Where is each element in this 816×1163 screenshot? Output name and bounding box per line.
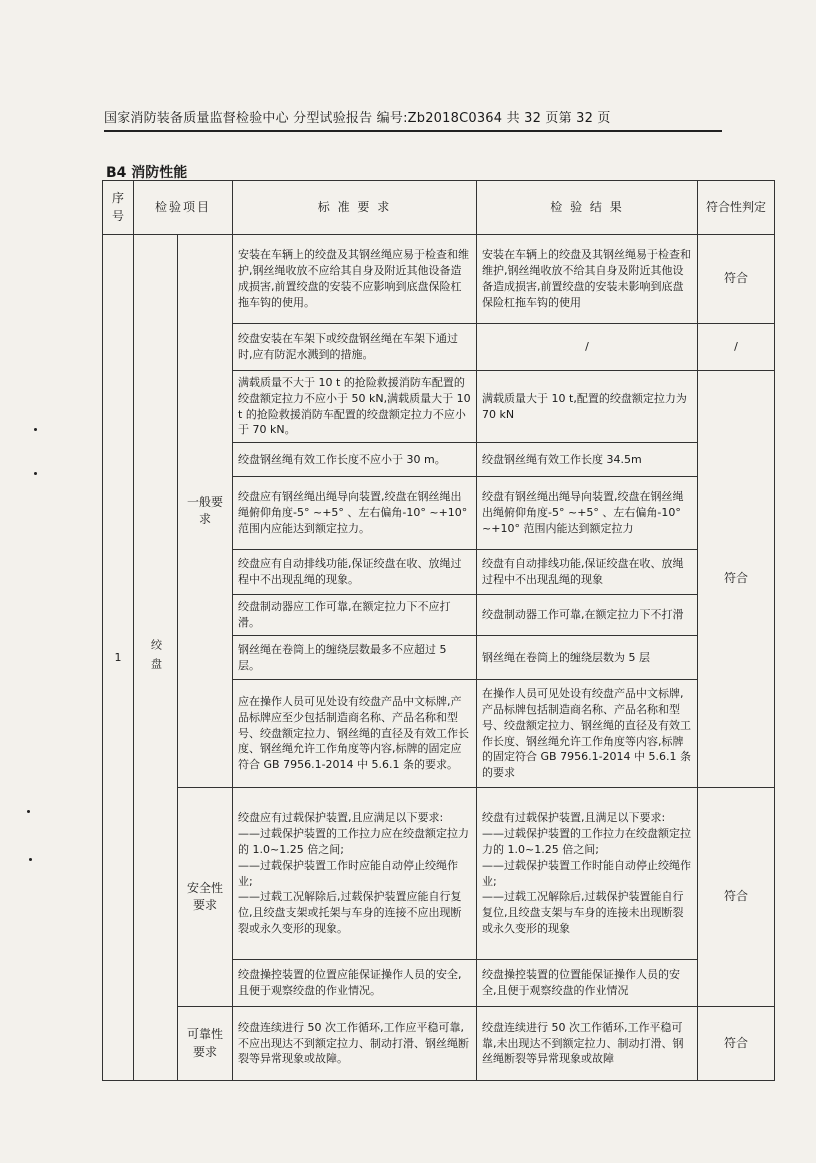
requirement-line: ——过载工况解除后,过载保护装置应能自行复位,且绞盘支架或托架与车身的连接不应出现断裂或永久变形的现象。 <box>238 890 462 936</box>
result-cell: 绞盘连续进行 50 次工作循环,工作平稳可靠,未出现达不到额定拉力、制动打滑、钢丝绳断裂等异常现象或故障 <box>477 1007 698 1081</box>
result-cell: 绞盘有钢丝绳出绳导向装置,绞盘在钢丝绳出绳俯仰角度-5° ~+5° 、左右偏角-10° ~+10° 范围内能达到额定拉力 <box>477 477 698 550</box>
requirement-cell: 绞盘应有自动排线功能,保证绞盘在收、放绳过程中不出现乱绳的现象。 <box>233 550 477 595</box>
requirement-cell: 绞盘安装在车架下或绞盘钢丝绳在车架下通过时,应有防泥水溅到的措施。 <box>233 324 477 371</box>
col-header-requirement: 标 准 要 求 <box>233 181 477 235</box>
col-header-item: 检验项目 <box>134 181 233 235</box>
requirement-cell: 绞盘连续进行 50 次工作循环,工作应平稳可靠,不应出现达不到额定拉力、制动打滑、钢丝绳断裂等异常现象或故障。 <box>233 1007 477 1081</box>
verdict-general: 符合 <box>698 371 775 788</box>
requirement-cell: 绞盘制动器应工作可靠,在额定拉力下不应打滑。 <box>233 595 477 636</box>
requirement-cell: 安装在车辆上的绞盘及其钢丝绳应易于检查和维护,钢丝绳收放不应给其自身及附近其他设备造成损害,前置绞盘的安装不应影响到底盘保险杠拖车钩的使用。 <box>233 235 477 324</box>
table-row <box>103 1007 775 1081</box>
requirement-cell: 满载质量不大于 10 t 的抢险救援消防车配置的绞盘额定拉力不应小于 50 kN,满载质量大于 10 t 的抢险救援消防车配置的绞盘额定拉力不应小于 70 kN。 <box>233 371 477 443</box>
verdict-reliability: 符合 <box>698 1007 775 1081</box>
report-header: 国家消防装备质量监督检验中心 分型试验报告 编号:Zb2018C0364 共 32 页第 32 页 <box>104 111 611 126</box>
result-cell: 绞盘制动器工作可靠,在额定拉力下不打滑 <box>477 595 698 636</box>
result-cell <box>477 788 698 960</box>
result-cell: / <box>477 324 698 371</box>
result-cell: 安装在车辆上的绞盘及其钢丝绳易于检查和维护,钢丝绳收放不给其自身及附近其他设备造成损害,前置绞盘的安装未影响到底盘保险杠拖车钩的使用 <box>477 235 698 324</box>
result-line: ——过载保护装置工作时能自动停止绞绳作业; <box>482 858 692 888</box>
scan-speck <box>29 858 32 861</box>
requirement-cell: 钢丝绳在卷筒上的缠绕层数最多不应超过 5 层。 <box>233 636 477 680</box>
item-name: 绞盘 <box>134 235 178 1081</box>
requirement-cell: 绞盘操控装置的位置应能保证操作人员的安全,且便于观察绞盘的作业情况。 <box>233 960 477 1007</box>
col-header-result: 检 验 结 果 <box>477 181 698 235</box>
verdict-cell: / <box>698 324 775 371</box>
result-cell: 绞盘操控装置的位置能保证操作人员的安全,且便于观察绞盘的作业情况 <box>477 960 698 1007</box>
row-number: 1 <box>103 235 134 1081</box>
table-row <box>103 788 775 960</box>
section-title: B4 消防性能 <box>106 165 188 181</box>
col-header-no: 序号 <box>103 181 134 235</box>
group-safety: 安全性要求 <box>178 788 233 1007</box>
inspection-table <box>102 180 775 1081</box>
verdict-safety: 符合 <box>698 788 775 1007</box>
scan-speck <box>34 472 37 475</box>
result-cell: 在操作人员可见处设有绞盘产品中文标牌,产品标牌包括制造商名称、产品名称和型号、绞盘额定拉力、钢丝绳的直径及有效工作长度、钢丝绳允许工作角度等内容,标牌的固定符合 GB 7956.1-2014 中 5.6.1 条的要求 <box>477 680 698 788</box>
scan-speck <box>27 810 30 813</box>
requirement-line: ——过载保护装置工作时应能自动停止绞绳作业; <box>238 858 459 888</box>
verdict-cell: 符合 <box>698 235 775 324</box>
requirement-cell: 应在操作人员可见处设有绞盘产品中文标牌,产品标牌应至少包括制造商名称、产品名称和型号、绞盘额定拉力、钢丝绳的直径及有效工作长度、钢丝绳允许工作角度等内容,标牌的固定应符合 GB 7956.1-2014 中 5.6.1 条的要求。 <box>233 680 477 788</box>
result-cell: 满载质量大于 10 t,配置的绞盘额定拉力为 70 kN <box>477 371 698 443</box>
result-cell: 绞盘钢丝绳有效工作长度 34.5m <box>477 443 698 477</box>
group-reliability: 可靠性要求 <box>178 1007 233 1081</box>
requirement-line: 绞盘应有过载保护装置,且应满足以下要求: <box>238 810 444 824</box>
requirement-line: ——过载保护装置的工作拉力应在绞盘额定拉力的 1.0~1.25 倍之间; <box>238 826 470 856</box>
result-cell: 钢丝绳在卷筒上的缠绕层数为 5 层 <box>477 636 698 680</box>
table-row <box>103 235 775 324</box>
table-header-row <box>103 181 775 235</box>
requirement-cell: 绞盘应有钢丝绳出绳导向装置,绞盘在钢丝绳出绳俯仰角度-5° ~+5° 、左右偏角-10° ~+10° 范围内应能达到额定拉力。 <box>233 477 477 550</box>
result-line: ——过载保护装置的工作拉力在绞盘额定拉力的 1.0~1.25 倍之间; <box>482 826 692 856</box>
header-rule <box>104 130 722 132</box>
scan-speck <box>34 428 37 431</box>
result-cell: 绞盘有自动排线功能,保证绞盘在收、放绳过程中不出现乱绳的现象 <box>477 550 698 595</box>
result-line: 绞盘有过载保护装置,且满足以下要求: <box>482 810 666 824</box>
requirement-cell <box>233 788 477 960</box>
col-header-verdict: 符合性判定 <box>698 181 775 235</box>
result-line: ——过载工况解除后,过载保护装置能自行复位,且绞盘支架与车身的连接未出现断裂或永久变形的现象 <box>482 890 684 936</box>
requirement-cell: 绞盘钢丝绳有效工作长度不应小于 30 m。 <box>233 443 477 477</box>
group-general: 一般要求 <box>178 235 233 788</box>
